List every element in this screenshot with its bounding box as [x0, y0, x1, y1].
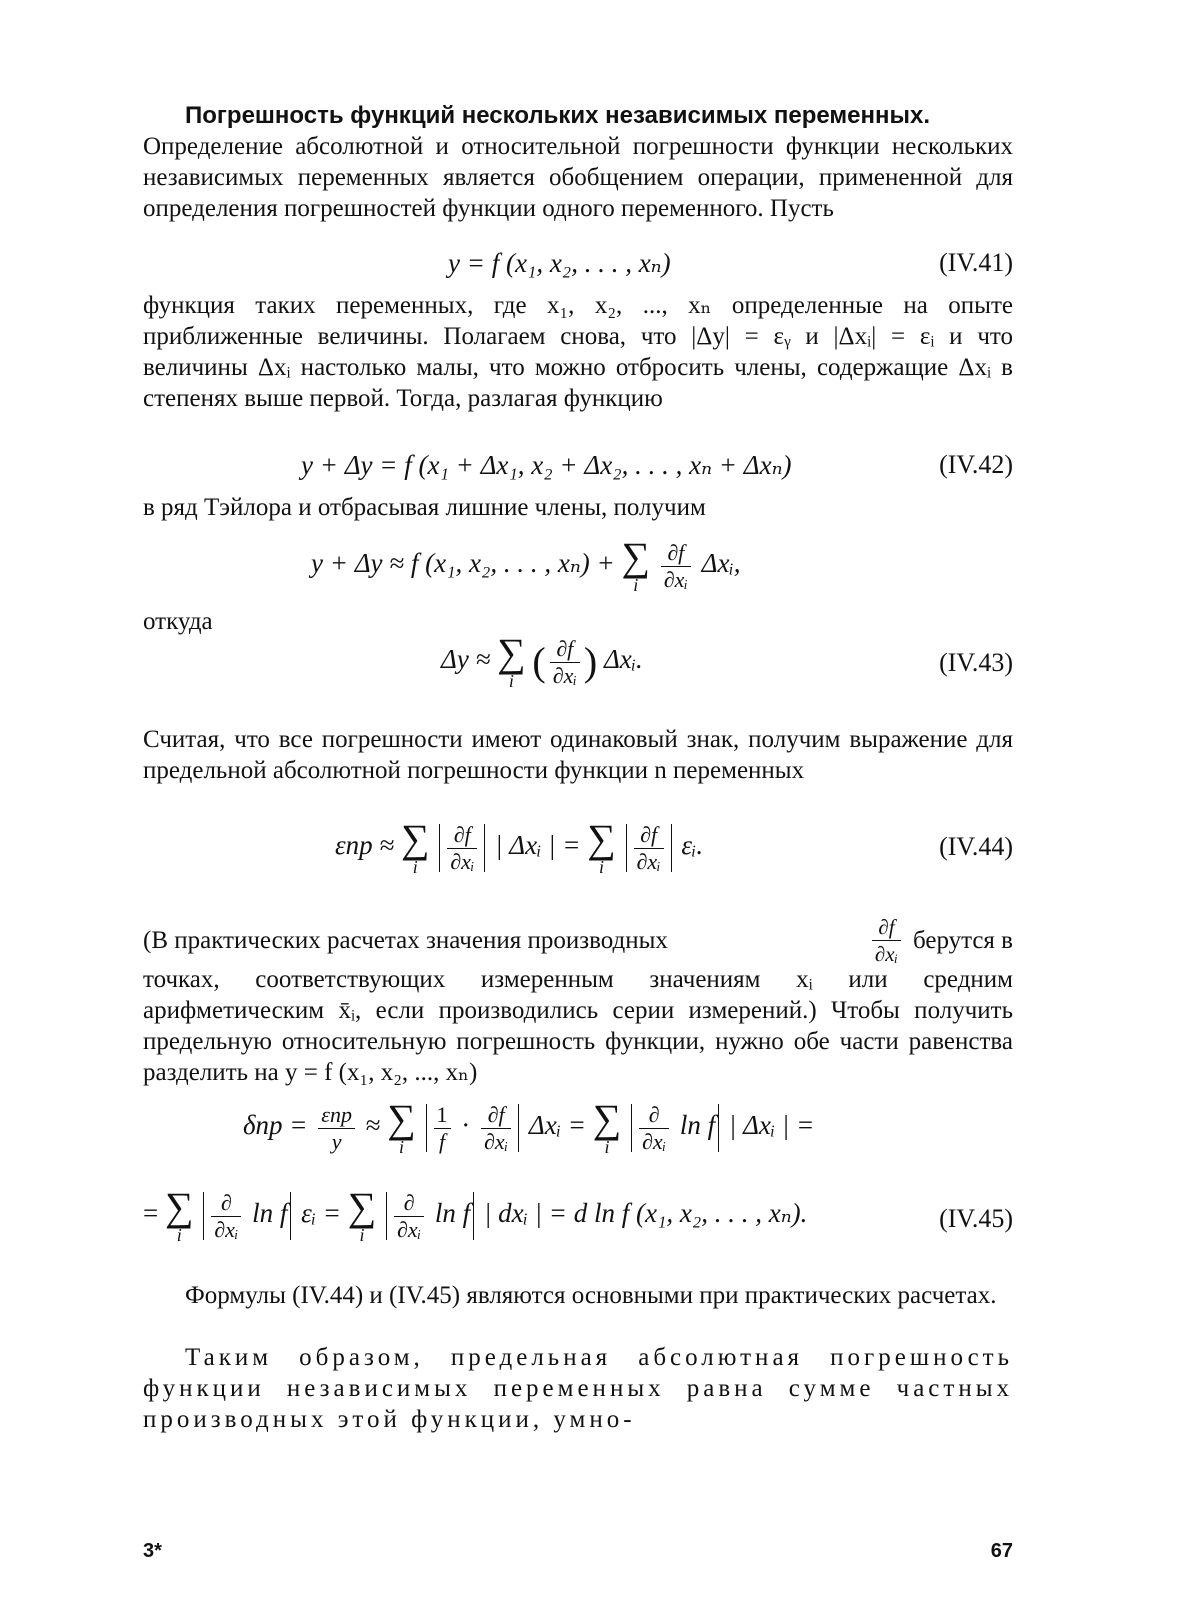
partial-derivative	[447, 822, 477, 875]
log-term: ln f	[434, 1198, 471, 1229]
section-heading: Погрешность функций нескольких независимых переменных.	[185, 102, 930, 129]
equation-iv41-formula: y = f (x₁, x₂, . . . , xₙ)	[448, 248, 671, 278]
paragraph-5-line-1	[143, 914, 1013, 967]
equation-taylor	[311, 534, 741, 595]
paragraph-1	[143, 100, 1013, 224]
fraction-numerator: εпр	[318, 1102, 355, 1129]
paragraph-7: Таким образом, предельная абсолютная погрешность функции независимых переменных равна сумме частных производных этой функции, умно-	[143, 1344, 1013, 1433]
equation-iv43-label: (IV.43)	[939, 648, 1013, 677]
equation-iv41-label: (IV.41)	[939, 248, 1013, 277]
sum-symbol: ∑ i	[497, 630, 526, 691]
partial-derivative	[481, 1102, 511, 1155]
fraction-numerator: ∂	[639, 1102, 669, 1129]
equation-iv43: Δy ≈ ∑ i ( $\frac{\partial f}{\text{∂xᵢ}}$ ) Δxᵢ.	[441, 630, 643, 691]
equation-iv45b-mid: εᵢ =	[301, 1198, 342, 1229]
partial-derivative	[661, 540, 691, 593]
log-term: ln f	[679, 1110, 716, 1141]
equation-iv44-lhs: εпр ≈	[335, 830, 395, 861]
equation-iv45-line-1	[243, 1096, 815, 1157]
paragraph-5-rest: точках, соответствующих измеренным значениям xᵢ или средним арифметическим x̄ᵢ, если производились серии измерений.) Чтобы получить предельную относительную погрешность функции, нужно обе части равенства разделить на y = f (x₁, x₂, ..., xₙ)	[143, 966, 1013, 1086]
sum-index: i	[412, 857, 418, 877]
sum-index: i	[176, 1225, 182, 1245]
fraction-numerator: ∂f	[661, 540, 691, 567]
fraction-denominator: y	[331, 1128, 342, 1154]
sum-symbol: ∑ i	[621, 534, 650, 595]
equation-iv45-tail: | Δxᵢ | =	[728, 1110, 815, 1141]
paragraph-5-start: (В практических расчетах значения производных	[143, 927, 668, 954]
equation-iv44-mid: | Δxᵢ | =	[495, 830, 581, 861]
equation-iv45-label: (IV.45)	[939, 1204, 1013, 1233]
partial-derivative	[394, 1190, 424, 1243]
equation-iv44	[335, 816, 704, 877]
fraction-denominator: ∂xᵢ	[552, 662, 577, 688]
fraction-denominator: ∂xᵢ	[214, 1216, 239, 1242]
partial-derivative	[634, 822, 664, 875]
fraction-numerator: ∂f	[447, 822, 477, 849]
fraction-numerator: ∂	[394, 1190, 424, 1217]
fraction-denominator: f	[438, 1128, 446, 1154]
partial-derivative	[550, 636, 580, 689]
paragraph-3: в ряд Тэйлора и отбрасывая лишние члены, получим	[143, 494, 706, 521]
fraction-denominator: ∂xᵢ	[874, 942, 898, 966]
fraction-numerator: ∂f	[634, 822, 664, 849]
fraction-denominator: ∂xᵢ	[484, 1128, 509, 1154]
fraction-denominator: ∂xᵢ	[397, 1216, 422, 1242]
paragraph-5-end: берутся в	[912, 927, 1013, 954]
fraction-numerator: ∂	[211, 1190, 241, 1217]
fraction-denominator: ∂xᵢ	[642, 1128, 667, 1154]
sum-index: i	[633, 575, 639, 595]
paragraph-1-text: Определение абсолютной и относительной погрешности функции нескольких независимых переменных является обобщением операции, примененной для определения погрешностей функции одного переменного. Пусть	[143, 133, 1013, 222]
fraction-denominator: ∂xᵢ	[663, 566, 688, 592]
paragraph-4: Считая, что все погрешности имеют одинаковый знак, получим выражение для предельной абсолютной погрешности функции n переменных	[143, 726, 1013, 784]
equation-iv43-tail: Δxᵢ.	[603, 644, 643, 675]
sum-symbol: ∑ i	[347, 1184, 377, 1245]
equation-iv44-tail: εᵢ.	[681, 830, 704, 861]
dot-operator: ·	[461, 1110, 471, 1141]
word-otkuda: откуда	[143, 608, 213, 635]
partial-derivative	[211, 1190, 241, 1243]
fraction-denominator: ∂xᵢ	[450, 848, 475, 874]
sum-symbol: ∑ i	[400, 816, 430, 877]
equation-iv42-label: (IV.42)	[939, 450, 1013, 479]
paragraph-2: функция таких переменных, где x₁, x₂, ..., xₙ определенные на опыте приближенные величины. Полагаем снова, что |Δy| = εᵧ и |Δxᵢ| = εᵢ и что величины Δxᵢ настолько малы, что можно отбросить члены, содержащие Δxᵢ в степенях выше первой. Тогда, разлагая функцию	[143, 292, 1013, 412]
paragraph-6: Формулы (IV.44) и (IV.45) являются основными при практических расчетах.	[185, 1282, 997, 1309]
signature-mark: 3*	[143, 1540, 162, 1562]
equation-iv45b-tail: | dxᵢ | = d ln f (x₁, x₂, . . . , xₙ).	[483, 1198, 808, 1229]
fraction	[434, 1102, 451, 1155]
sum-symbol: ∑ i	[387, 1096, 416, 1157]
equation-taylor-tail: Δxᵢ,	[701, 548, 741, 579]
equation-iv43-lhs: Δy ≈	[441, 644, 491, 675]
equation-iv45-line-2	[143, 1184, 808, 1245]
sum-symbol: ∑ i	[164, 1184, 194, 1245]
sum-index: i	[359, 1225, 365, 1245]
fraction-numerator: ∂f	[481, 1102, 511, 1129]
fraction-numerator: 1	[434, 1102, 451, 1129]
equation-taylor-lhs: y + Δy ≈ f (x₁, x₂, . . . , xₙ) +	[311, 548, 615, 579]
sum-index: i	[399, 1137, 405, 1157]
sum-symbol: ∑ i	[592, 1096, 622, 1157]
log-term: ln f	[252, 1198, 288, 1229]
equals-sign: =	[143, 1198, 159, 1229]
sum-index: i	[604, 1137, 610, 1157]
fraction-numerator: ∂f	[550, 636, 580, 663]
equation-iv44-label: (IV.44)	[939, 832, 1013, 861]
equation-iv42-formula: y + Δy = f (x₁ + Δx₁, x₂ + Δx₂, . . . , xₙ + Δxₙ)	[301, 450, 792, 480]
equation-iv41	[448, 246, 671, 280]
sum-index: i	[599, 857, 605, 877]
sum-index: i	[508, 671, 514, 691]
equation-iv45-mid: Δxᵢ =	[528, 1110, 586, 1141]
page-number: 67	[990, 1540, 1013, 1562]
inline-partial-derivative	[872, 914, 901, 967]
approx-sign: ≈	[365, 1110, 381, 1141]
fraction	[318, 1102, 355, 1155]
equation-iv45-lhs: δпр =	[243, 1110, 308, 1141]
fraction-numerator: ∂f	[872, 914, 901, 941]
equation-iv42	[301, 448, 792, 482]
fraction-denominator: ∂xᵢ	[636, 848, 661, 874]
partial-derivative	[639, 1102, 669, 1155]
sum-symbol: ∑ i	[587, 816, 616, 877]
